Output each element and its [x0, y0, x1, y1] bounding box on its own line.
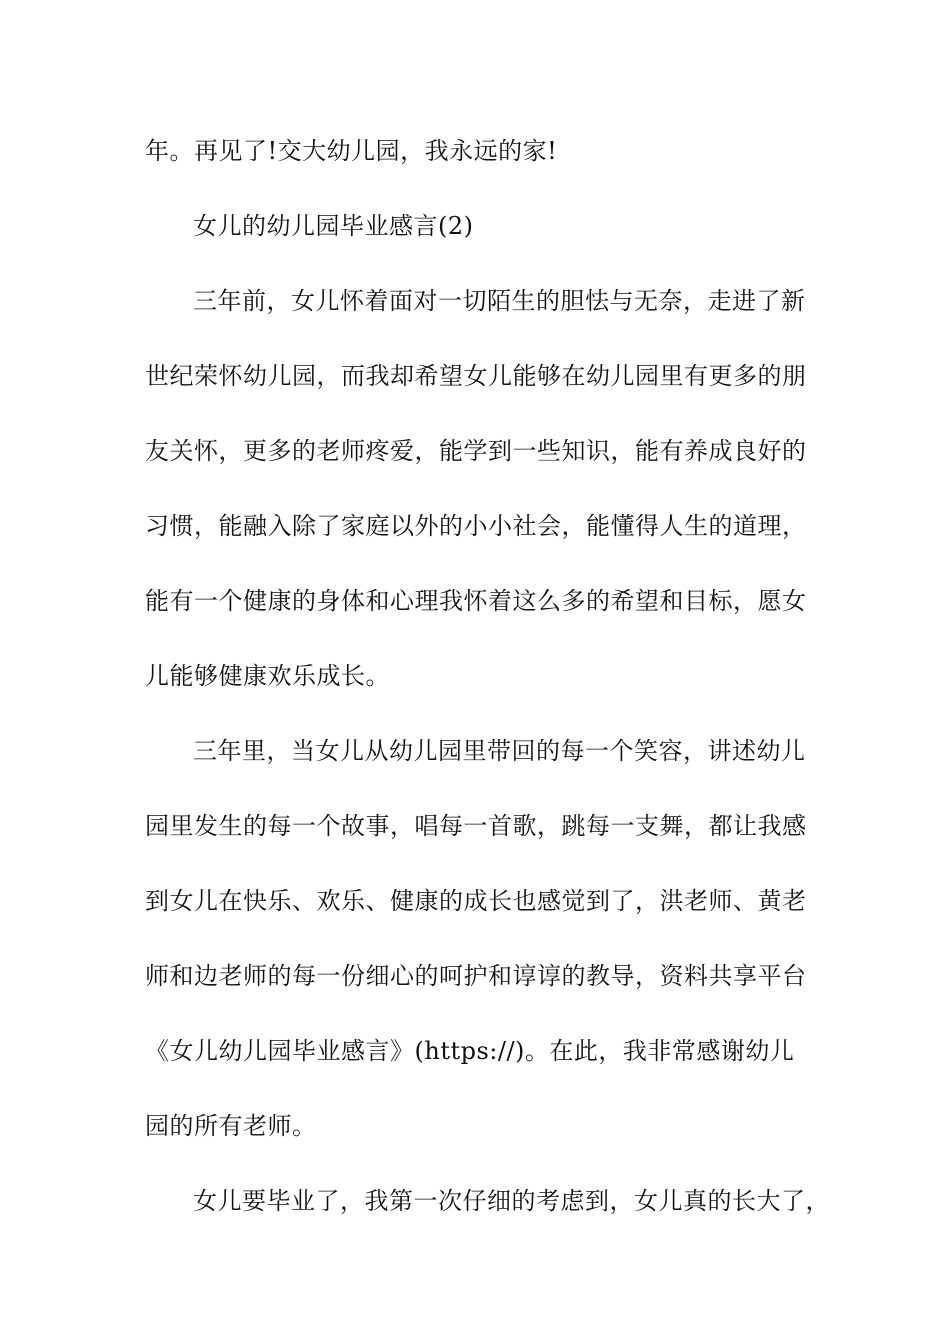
- text-line: 世纪荣怀幼儿园，而我却希望女儿能够在幼儿园里有更多的朋: [145, 362, 807, 390]
- text-line: 三年前，女儿怀着面对一切陌生的胆怯与无奈，走进了新: [193, 287, 806, 315]
- text-line: 习惯，能融入除了家庭以外的小小社会，能懂得人生的道理，: [145, 512, 807, 540]
- text-line: 女儿要毕业了，我第一次仔细的考虑到，女儿真的长大了，: [193, 1187, 830, 1215]
- text-line: 儿能够健康欢乐成长。: [145, 662, 390, 690]
- text-line: 师和边老师的每一份细心的呵护和谆谆的教导，资料共享平台: [145, 962, 807, 990]
- text-line: 到女儿在快乐、欢乐、健康的成长也感觉到了，洪老师、黄老: [145, 887, 807, 915]
- section-heading: 女儿的幼儿园毕业感言(2): [193, 212, 474, 240]
- text-line: 三年里，当女儿从幼儿园里带回的每一个笑容，讲述幼儿: [193, 737, 806, 765]
- text-line: 友关怀，更多的老师疼爱，能学到一些知识，能有养成良好的: [145, 437, 807, 465]
- text-line: 能有一个健康的身体和心理我怀着这么多的希望和目标，愿女: [145, 587, 807, 615]
- text-line: 园里发生的每一个故事，唱每一首歌，跳每一支舞，都让我感: [145, 812, 807, 840]
- text-line: 《女儿幼儿园毕业感言》(https://)。在此，我非常感谢幼儿: [145, 1037, 795, 1065]
- text-line: 年。再见了!交大幼儿园，我永远的家!: [145, 137, 558, 165]
- text-line: 园的所有老师。: [145, 1112, 317, 1140]
